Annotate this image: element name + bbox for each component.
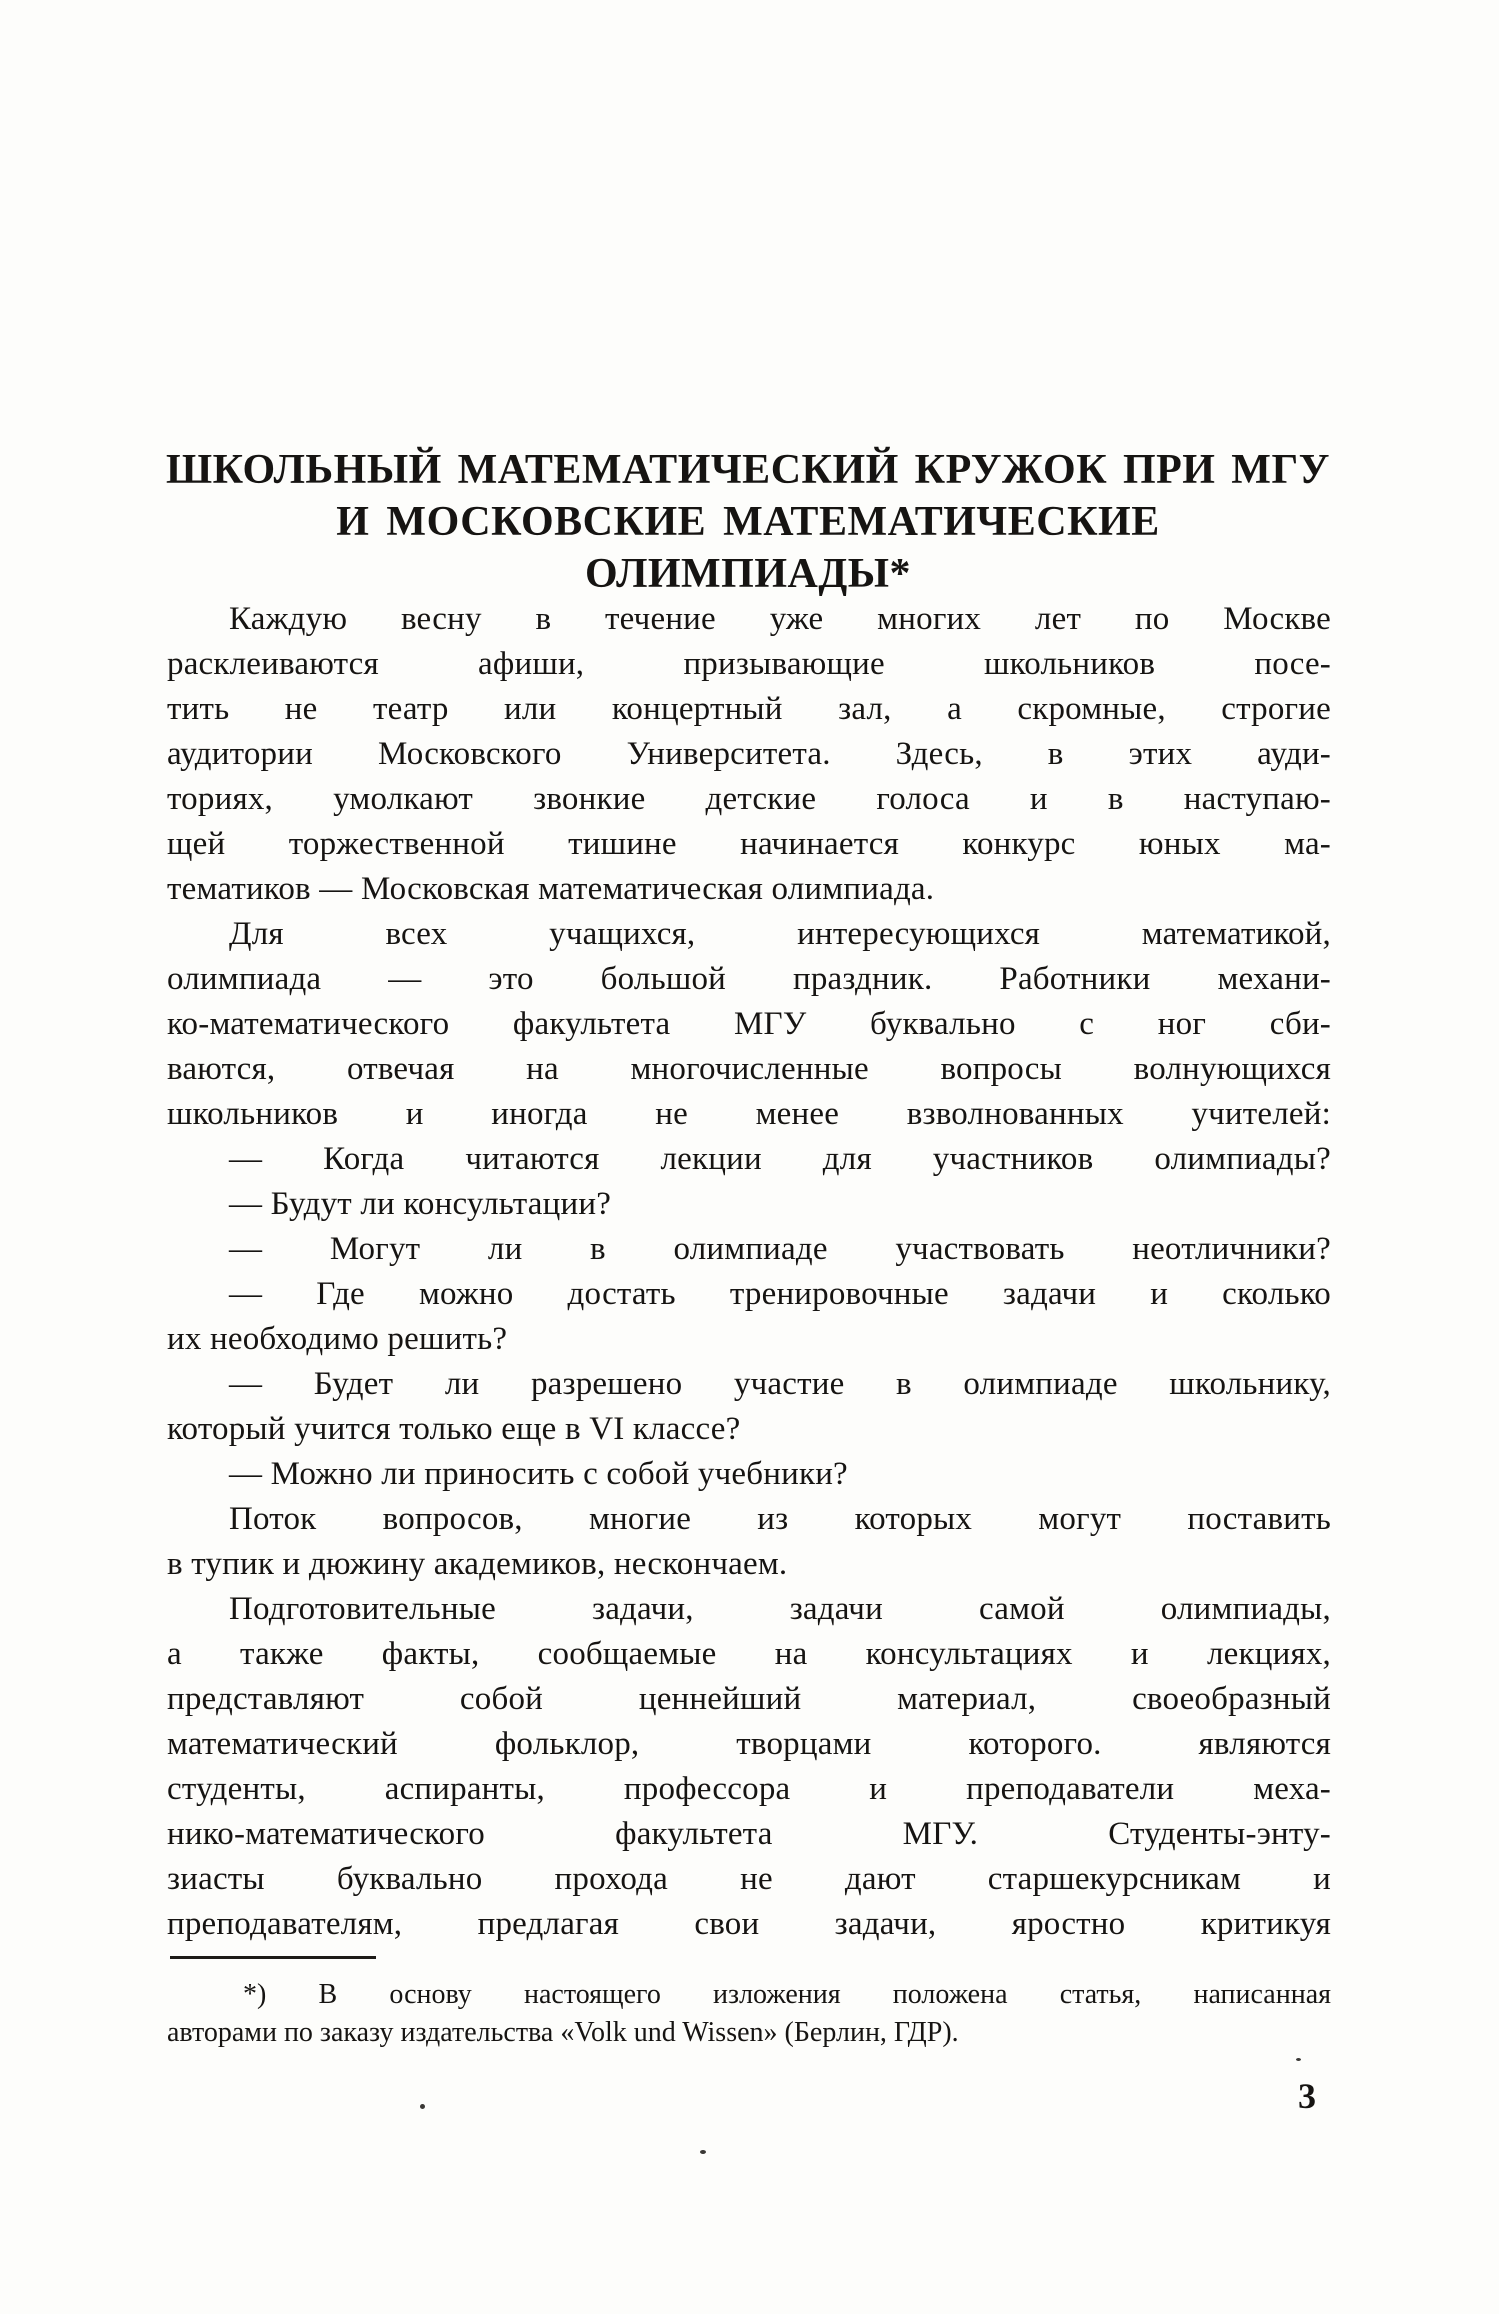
footnote	[167, 1976, 1331, 2052]
text-line: а также факты, сообщаемые на консультациях и лекциях,	[167, 1636, 1331, 1672]
question-line: — Когда читаются лекции для участников олимпиады?	[229, 1141, 1331, 1177]
body-text	[167, 597, 1331, 1947]
question-line: — Могут ли в олимпиаде участвовать неотличники?	[229, 1231, 1331, 1267]
chapter-title-line-2: И МОСКОВСКИЕ МАТЕМАТИЧЕСКИЕ ОЛИМПИАДЫ*	[336, 499, 1160, 597]
question-line: — Будет ли разрешено участие в олимпиаде школьнику,	[229, 1366, 1331, 1402]
chapter-title	[166, 444, 1330, 600]
text-line: зиасты буквально прохода не дают старшекурсникам и	[167, 1861, 1331, 1897]
text-line: аудитории Московского Университета. Здесь, в этих ауди-	[167, 736, 1331, 772]
page-number: 3	[1298, 2076, 1316, 2116]
text-line: в тупик и дюжину академиков, нескончаем.	[167, 1546, 788, 1582]
text-line: ко-математического факультета МГУ буквально с ног сби-	[167, 1006, 1331, 1042]
text-line: студенты, аспиранты, профессора и преподаватели меха-	[167, 1771, 1331, 1807]
text-line: щей торжественной тишине начинается конкурс юных ма-	[167, 826, 1331, 862]
text-line: Поток вопросов, многие из которых могут поставить	[229, 1501, 1331, 1537]
scan-speck	[700, 2150, 706, 2154]
text-line: ториях, умолкают звонкие детские голоса и в наступаю-	[167, 781, 1331, 817]
scan-speck	[420, 2104, 425, 2109]
text-line: расклеиваются афиши, призывающие школьников посе-	[167, 646, 1331, 682]
text-line: преподавателям, предлагая свои задачи, яростно критикуя	[167, 1906, 1331, 1942]
footnote-line: *) В основу настоящего изложения положена статья, написанная	[243, 1979, 1331, 2010]
footnote-divider	[170, 1956, 376, 1959]
scan-speck	[1296, 2058, 1301, 2061]
text-line: олимпиада — это большой праздник. Работники механи-	[167, 961, 1331, 997]
text-line: Для всех учащихся, интересующихся математикой,	[229, 916, 1331, 952]
text-line: математический фольклор, творцами которого. являются	[167, 1726, 1331, 1762]
footnote-line: авторами по заказу издательства «Volk und Wissen» (Берлин, ГДР).	[167, 2017, 959, 2048]
question-line: — Где можно достать тренировочные задачи и сколько	[229, 1276, 1331, 1312]
text-line: ваются, отвечая на многочисленные вопросы волнующихся	[167, 1051, 1331, 1087]
text-line: нико-математического факультета МГУ. Студенты-энту-	[167, 1816, 1331, 1852]
question-line: — Можно ли приносить с собой учебники?	[229, 1456, 848, 1492]
text-line: Подготовительные задачи, задачи самой олимпиады,	[229, 1591, 1331, 1627]
text-line: тематиков — Московская математическая олимпиада.	[167, 871, 935, 907]
chapter-title-line-1: ШКОЛЬНЫЙ МАТЕМАТИЧЕСКИЙ КРУЖОК ПРИ МГУ	[166, 447, 1330, 493]
question-line: их необходимо решить?	[167, 1321, 508, 1357]
text-line: представляют собой ценнейший материал, своеобразный	[167, 1681, 1331, 1717]
text-line: школьников и иногда не менее взволнованных учителей:	[167, 1096, 1331, 1132]
question-line: — Будут ли консультации?	[229, 1186, 612, 1222]
text-line: тить не театр или концертный зал, а скромные, строгие	[167, 691, 1331, 727]
question-line: который учится только еще в VI классе?	[167, 1411, 741, 1447]
text-line: Каждую весну в течение уже многих лет по Москве	[229, 601, 1331, 637]
